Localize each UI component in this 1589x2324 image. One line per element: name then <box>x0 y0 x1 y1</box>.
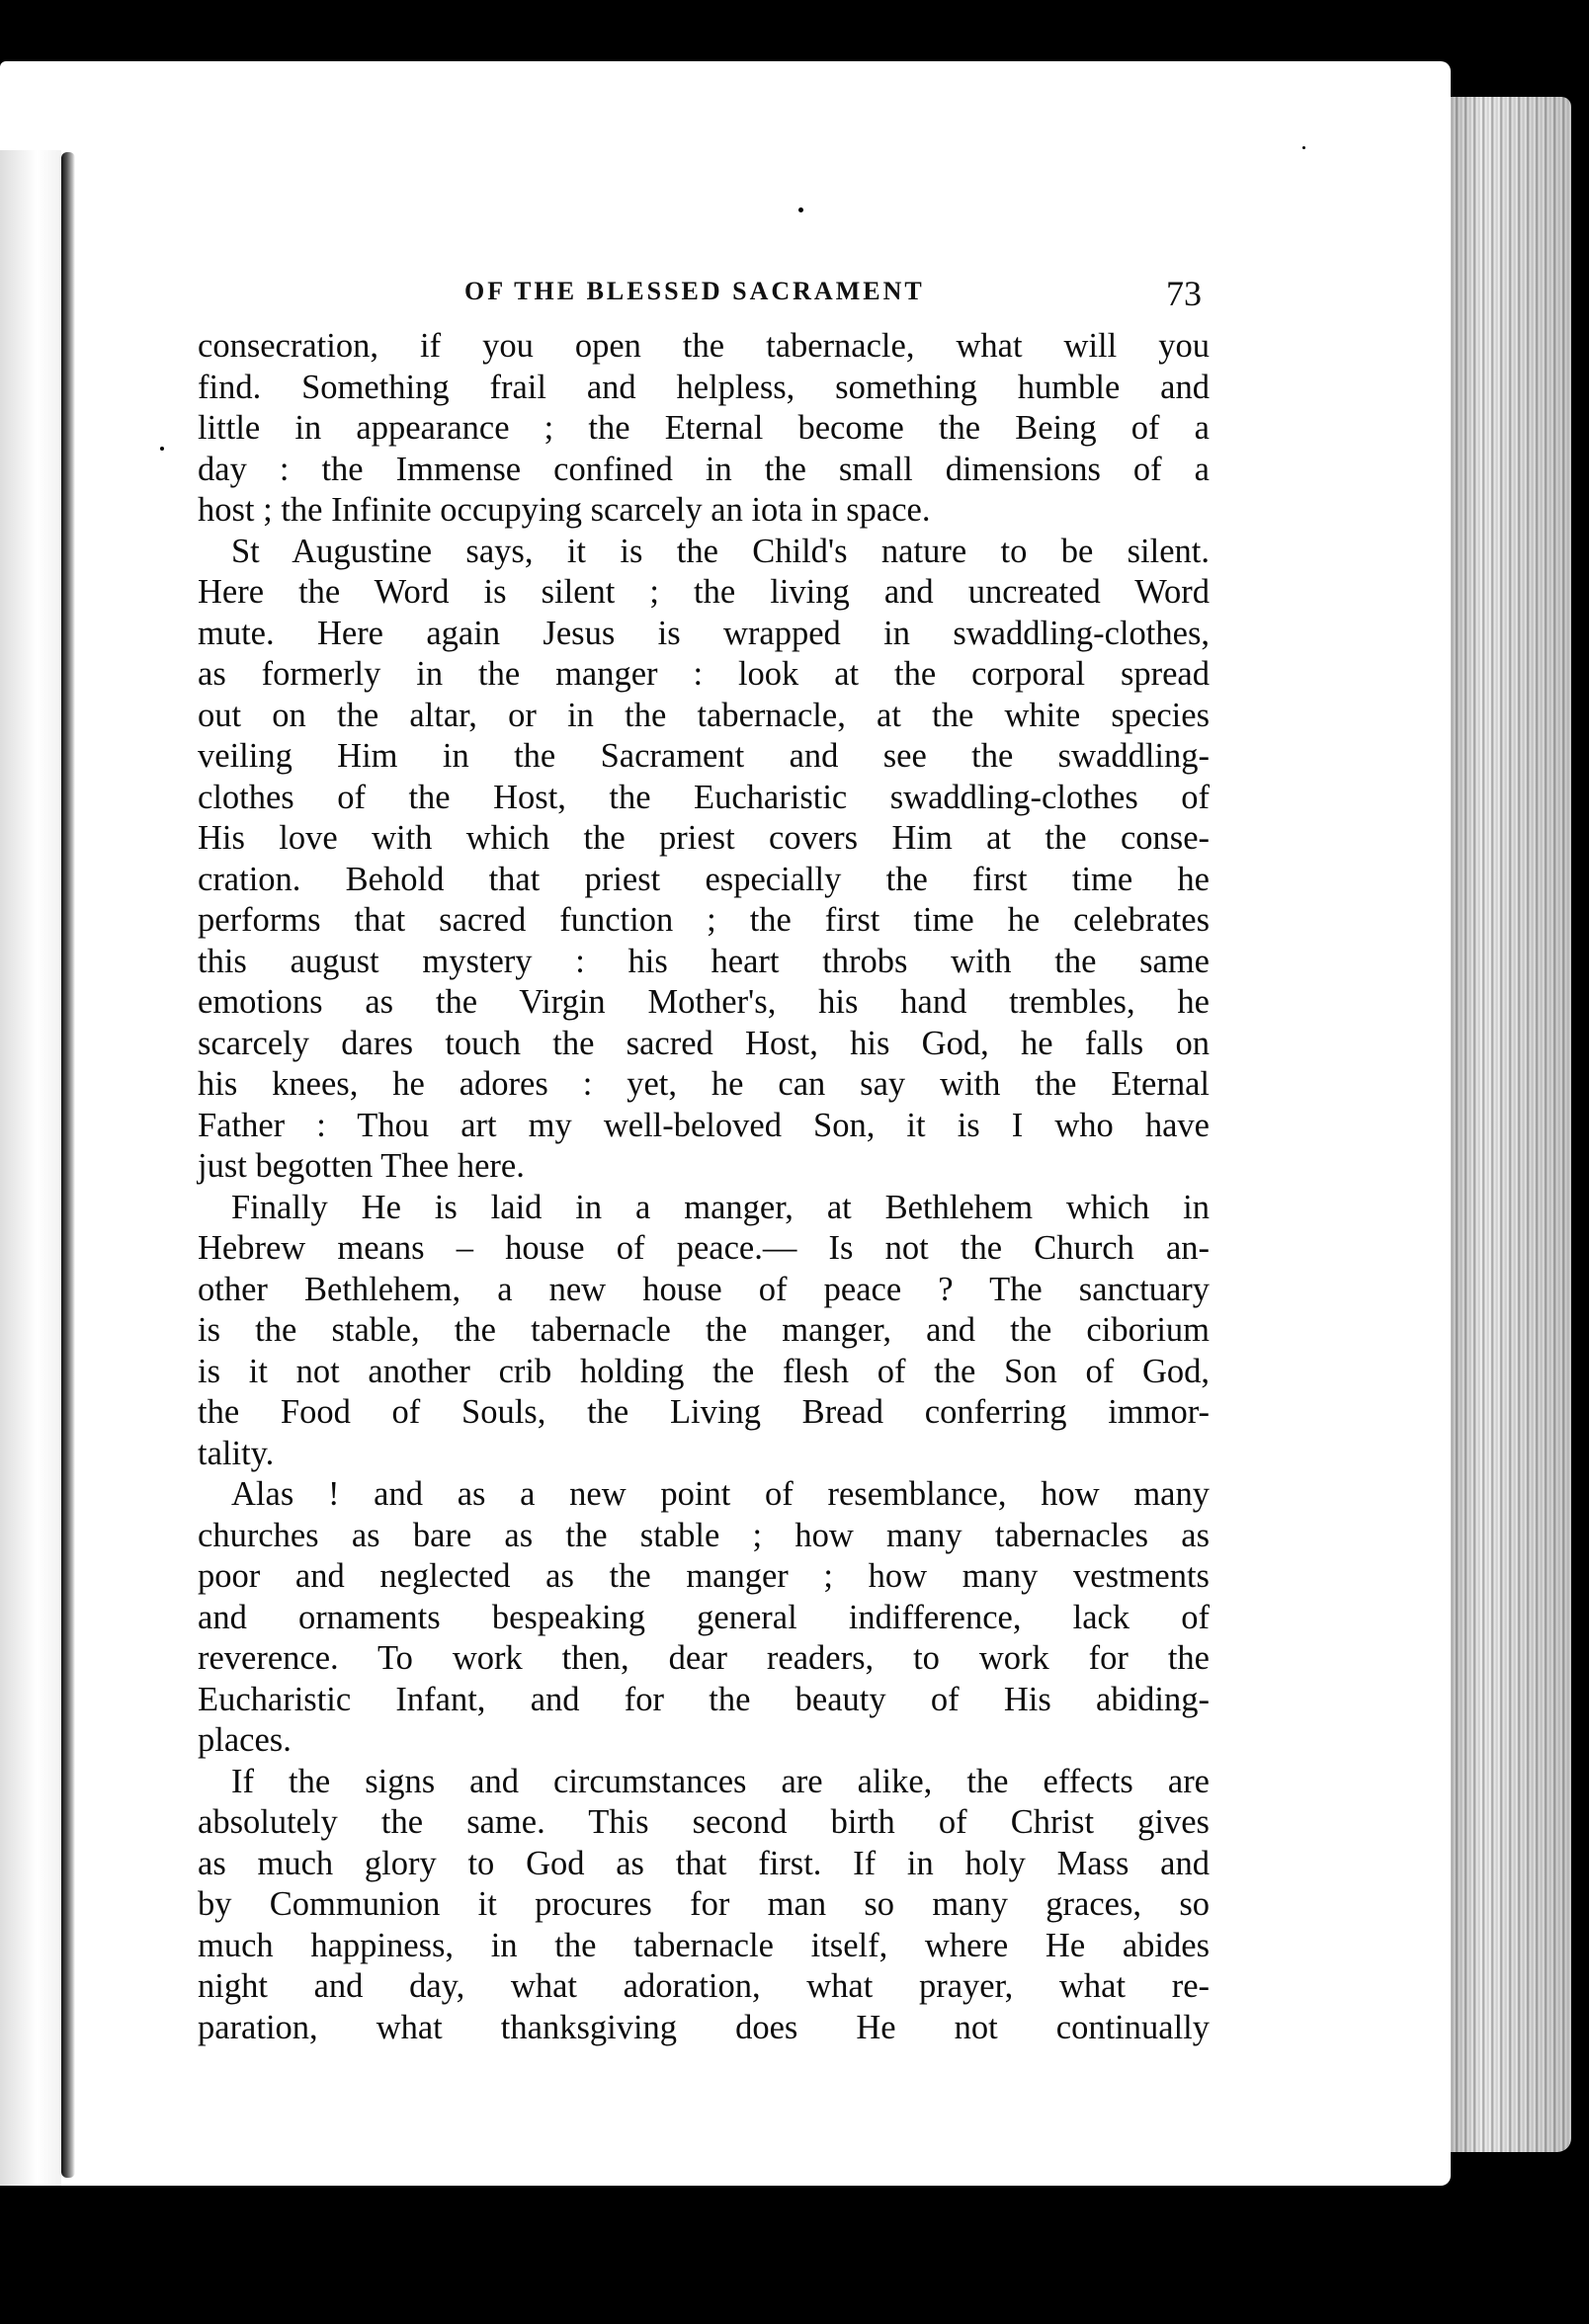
text-line: this august mystery : his heart throbs with the same <box>198 942 1210 980</box>
facing-page-edge <box>0 150 61 2186</box>
text-line: by Communion it procures for man so many graces, so <box>198 1885 1210 1923</box>
speck <box>160 447 164 451</box>
text-line: emotions as the Virgin Mother's, his hand trembles, he <box>198 983 1210 1021</box>
text-line: night and day, what adoration, what prayer, what re- <box>198 1967 1210 2005</box>
text-line: Hebrew means – house of peace.— Is not the Church an- <box>198 1229 1210 1267</box>
text-line: is the stable, the tabernacle the manger, and the ciborium <box>198 1311 1210 1349</box>
text-line: paration, what thanksgiving does He not continually <box>198 2008 1210 2046</box>
text-line: scarcely dares touch the sacred Host, his God, he falls on <box>198 1024 1210 1062</box>
text-line: cration. Behold that priest especially the first time he <box>198 860 1210 898</box>
text-line: as formerly in the manger : look at the corporal spread <box>198 655 1210 693</box>
text-line: Finally He is laid in a manger, at Bethlehem which in <box>231 1188 1210 1226</box>
text-line: much happiness, in the tabernacle itself, where He abides <box>198 1926 1210 1964</box>
book-gutter <box>61 152 75 2178</box>
text-line: Alas ! and as a new point of resemblance, how many <box>231 1475 1210 1513</box>
text-line: other Bethlehem, a new house of peace ? The sanctuary <box>198 1270 1210 1308</box>
text-line: host ; the Infinite occupying scarcely an iota in space. <box>198 491 931 529</box>
text-line: poor and neglected as the manger ; how many vestments <box>198 1557 1210 1595</box>
text-line: tality. <box>198 1434 275 1472</box>
text-line: his knees, he adores : yet, he can say with the Eternal <box>198 1065 1210 1103</box>
text-line: veiling Him in the Sacrament and see the swaddling- <box>198 737 1210 775</box>
text-line: out on the altar, or in the tabernacle, at the white species <box>198 696 1210 734</box>
speck <box>1302 146 1305 149</box>
text-line: is it not another crib holding the flesh of the Son of God, <box>198 1352 1210 1390</box>
text-line: consecration, if you open the tabernacle, what will you <box>198 327 1210 365</box>
text-line: St Augustine says, it is the Child's nature to be silent. <box>231 532 1210 570</box>
text-line: reverence. To work then, dear readers, to work for the <box>198 1639 1210 1677</box>
text-line: places. <box>198 1721 292 1759</box>
text-line: and ornaments bespeaking general indifference, lack of <box>198 1598 1210 1636</box>
text-line: Here the Word is silent ; the living and uncreated Word <box>198 573 1210 611</box>
text-line: Eucharistic Infant, and for the beauty of His abiding- <box>198 1680 1210 1718</box>
page-number: 73 <box>1166 274 1202 313</box>
text-line: little in appearance ; the Eternal become the Being of a <box>198 409 1210 447</box>
text-line: day : the Immense confined in the small dimensions of a <box>198 450 1210 488</box>
text-line: churches as bare as the stable ; how many tabernacles as <box>198 1516 1210 1554</box>
text-line: the Food of Souls, the Living Bread conferring immor- <box>198 1393 1210 1431</box>
running-title: OF THE BLESSED SACRAMENT <box>464 277 925 305</box>
text-line: as much glory to God as that first. If in holy Mass and <box>198 1844 1210 1882</box>
body-text <box>198 326 1210 2048</box>
text-line: If the signs and circumstances are alike, the effects are <box>231 1762 1210 1800</box>
speck <box>798 208 803 212</box>
text-line: His love with which the priest covers Him at the conse- <box>198 819 1210 857</box>
text-line: Father : Thou art my well-beloved Son, it is I who have <box>198 1106 1210 1144</box>
text-line: absolutely the same. This second birth of Christ gives <box>198 1803 1210 1841</box>
text-line: performs that sacred function ; the first time he celebrates <box>198 901 1210 939</box>
running-header <box>0 274 1589 316</box>
text-line: find. Something frail and helpless, something humble and <box>198 368 1210 406</box>
text-line: clothes of the Host, the Eucharistic swaddling-clothes of <box>198 778 1210 816</box>
text-line: just begotten Thee here. <box>198 1147 525 1185</box>
text-line: mute. Here again Jesus is wrapped in swaddling-clothes, <box>198 614 1210 652</box>
